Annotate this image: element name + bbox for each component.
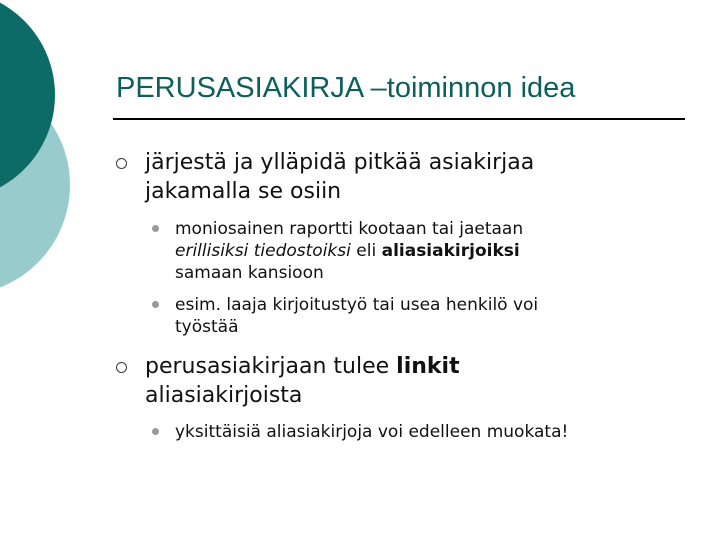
bullet-1-1-line-3: samaan kansioon (175, 263, 324, 283)
bullet-1-2-line-2: työstää (175, 317, 239, 337)
title-underline (113, 118, 685, 120)
connector-text: eli (350, 241, 382, 261)
bullet-2-prefix: perusasiakirjaan tulee (145, 354, 397, 379)
bullet-2-marker (116, 362, 127, 373)
bullet-2-1-text (175, 421, 568, 443)
bullet-1-2-text (175, 294, 538, 338)
bullet-1-line-2: jakamalla se osiin (145, 179, 342, 204)
bullet-2-1-line-1: yksittäisiä aliasiakirjoja voi edelleen muokata! (175, 422, 569, 442)
bullet-1-1-text (175, 218, 523, 284)
italic-term: erillisiksi tiedostoiksi (175, 241, 351, 261)
bullet-1-2-marker (152, 301, 159, 308)
bullet-1-marker (116, 158, 127, 169)
bullet-1-2-line-1: esim. laaja kirjoitustyö tai usea henkilö voi (175, 295, 539, 315)
bullet-2-text (145, 352, 460, 410)
bullet-2-line-2: aliasiakirjoista (145, 383, 303, 408)
bullet-2-1-marker (152, 428, 159, 435)
decorative-circles (0, 0, 120, 300)
bullet-2-line-1 (145, 352, 460, 381)
bullet-1-1-line-1: moniosainen raportti kootaan tai jaetaan (175, 219, 524, 239)
slide-title: PERUSASIAKIRJA –toiminnon idea (116, 72, 576, 104)
bullet-1-1-marker (152, 225, 159, 232)
bullet-1-text (145, 148, 534, 206)
bullet-1-line-1: järjestä ja ylläpidä pitkää asiakirjaa (145, 150, 535, 175)
bold-term: aliasiakirjoiksi (381, 241, 520, 261)
bullet-2-bold-term: linkit (396, 354, 460, 379)
bullet-1-1-line-2 (175, 240, 523, 262)
